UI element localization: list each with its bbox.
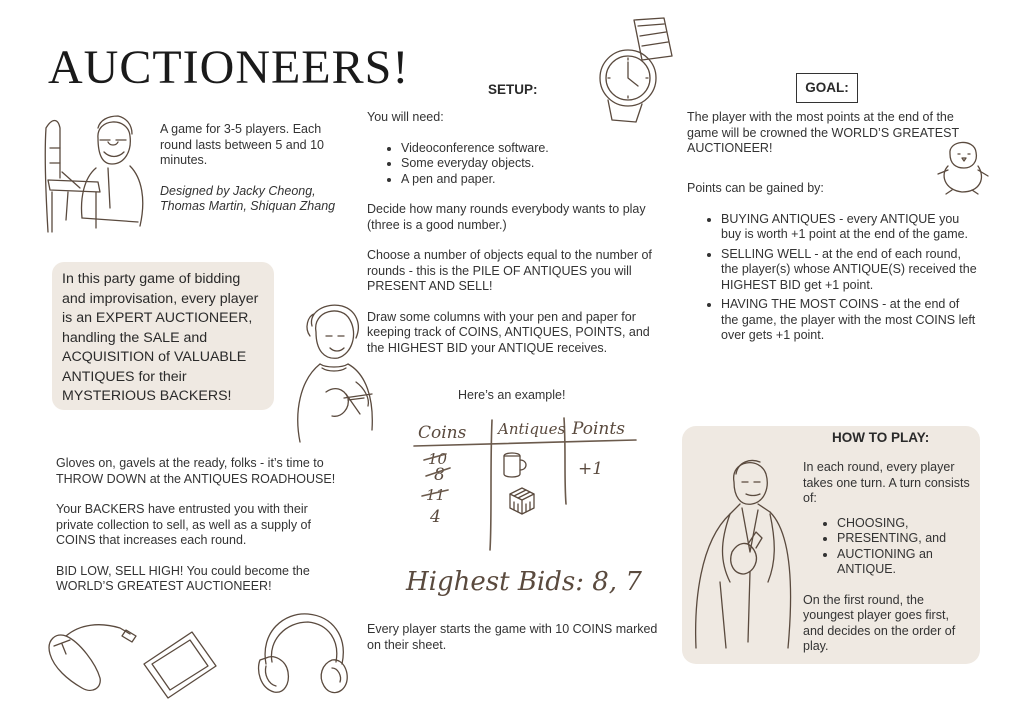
how-to-play-intro: In each round, every player takes one turn. A turn consists of: — [803, 460, 970, 505]
points-item: • SELLING WELL - at the end of each round, the player(s) whose ANTIQUE(S) received the HIGHEST BID get +1 point. — [721, 247, 977, 294]
computer-mouse-icon — [40, 614, 140, 694]
goal-heading: GOAL: — [796, 73, 858, 103]
phone-icon — [140, 626, 220, 702]
coin-mark: 8 — [434, 465, 445, 485]
first-round-text: On the first round, the youngest player goes first, and decides on the order of play. — [803, 592, 956, 653]
highest-bids-note: Highest Bids: 8, 7 — [406, 567, 642, 597]
turn-step: • PRESENTING, and — [837, 531, 973, 547]
pitch-panel: In this party game of bidding and improvisation, every player is an EXPERT AUCTIONEER, handling the SALE and ACQUISITION of VALUABLE ANTIQUES for their MYSTERIOUS BACKERS! — [52, 262, 274, 410]
auctioneer-man-icon — [690, 452, 800, 652]
col-antiques-label: Antiques — [498, 420, 566, 438]
rounds-text: Decide how many rounds everybody wants to play (three is a good number.) — [367, 202, 646, 232]
points-item: • BUYING ANTIQUES - every ANTIQUE you buy is worth +1 point at the end of the game. — [721, 212, 977, 243]
need-item: • Videoconference software. — [401, 141, 667, 157]
points-item: • HAVING THE MOST COINS - at the end of the game, the player with the most COINS left over gets +1 point. — [721, 297, 977, 344]
flavor-backers: Your BACKERS have entrusted you with their private collection to sell, as well as a supply of COINS that increases each round. — [56, 502, 311, 547]
goal-summary: The player with the most points at the end of the game will be crowned the WORLD’S GREATEST AUCTIONEER! — [687, 110, 959, 155]
columns-text: Draw some columns with your pen and paper for keeping track of COINS, ANTIQUES, POINTS, and the HIGHEST BID your ANTIQUE receives. — [367, 309, 650, 355]
col-points-label: Points — [572, 419, 625, 439]
points-intro: Points can be gained by: — [687, 181, 824, 195]
coin-mark: 10 — [428, 450, 448, 468]
example-sheet — [400, 408, 650, 608]
page-title: AUCTIONEERS! — [48, 41, 410, 94]
rubiks-cube-icon — [510, 488, 534, 514]
points-list — [687, 212, 977, 344]
wristwatch-icon — [594, 16, 684, 124]
flavor-slogan: BID LOW, SELL HIGH! You could become the WORLD’S GREATEST AUCTIONEER! — [56, 563, 310, 593]
need-item: • Some everyday objects. — [401, 156, 667, 172]
setup-heading: SETUP: — [488, 82, 538, 97]
coin-mark: 11 — [426, 486, 446, 504]
need-intro: You will need: — [367, 110, 444, 124]
start-coins-text: Every player starts the game with 10 COINS marked on their sheet. — [367, 622, 658, 652]
turn-step: • CHOOSING, — [837, 516, 973, 532]
man-at-chair-icon — [38, 108, 148, 238]
turn-step: • AUCTIONING an ANTIQUE. — [837, 547, 973, 578]
headphones-icon — [252, 608, 352, 698]
flavor-intro: Gloves on, gavels at the ready, folks - it’s time to THROW DOWN at the ANTIQUES ROADHOUSE! — [56, 456, 336, 486]
coin-mark: 4 — [430, 507, 441, 527]
example-caption: Here’s an example! — [458, 388, 566, 402]
points-mark: +1 — [578, 459, 604, 479]
mug-icon — [504, 453, 526, 477]
objects-text: Choose a number of objects equal to the number of rounds - this is the PILE OF ANTIQUES you will PRESENT AND SELL! — [367, 248, 652, 293]
need-item: • A pen and paper. — [401, 172, 667, 188]
col-coins-label: Coins — [418, 423, 467, 443]
players-info: A game for 3-5 players. Each round lasts between 5 and 10 minutes. — [160, 122, 325, 167]
turn-steps-list — [803, 516, 973, 578]
need-list — [367, 141, 667, 188]
designer-credits: Designed by Jacky Cheong, Thomas Martin, Shiquan Zhang — [160, 183, 336, 213]
how-to-play-heading: HOW TO PLAY: — [832, 430, 930, 445]
